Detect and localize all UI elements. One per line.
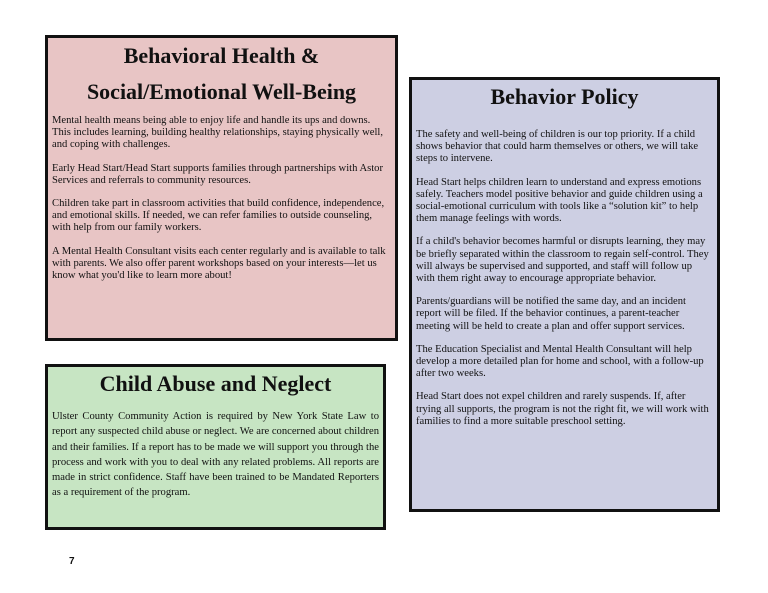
behavioral-health-title	[52, 38, 391, 105]
behavioral-health-box	[45, 35, 398, 341]
behavioral-health-paragraph: Early Head Start/Head Start supports families through partnerships with Astor Services and referrals to community resources.	[52, 162, 383, 186]
behavioral-health-paragraph: Children take part in classroom activities that build confidence, independence, and emotional skills. If needed, we can refer families to outside counseling, with help from our family workers.	[52, 198, 385, 234]
behavior-policy-paragraph: The safety and well-being of children is our top priority. If a child shows behavior that could harm themselves or others, we will take steps to intervene.	[416, 129, 699, 165]
behavior-policy-title: Behavior Policy	[490, 84, 639, 109]
behavioral-health-body	[52, 115, 391, 282]
behavioral-health-paragraph: A Mental Health Consultant visits each center regularly and is available to talk with parents. We also offer parent workshops based on your interests—let us know what you'd like to learn more about!	[52, 245, 386, 282]
behavior-policy-paragraph: Parents/guardians will be notified the same day, and an incident report will be filed. If the behavior continues, a parent-teacher meeting will be held to create a plan and offer support services.	[416, 296, 686, 332]
behavioral-health-title-line1: Behavioral Health &	[123, 43, 320, 68]
behavior-policy-paragraph: The Education Specialist and Mental Health Consultant will help develop a more detailed plan for home and school, with a follow-up after two weeks.	[416, 343, 704, 380]
behavioral-health-paragraph: Mental health means being able to enjoy life and handle its ups and downs. This includes learning, building healthy relationships, staying physically well, and coping with challenges.	[52, 115, 383, 151]
child-abuse-title: Child Abuse and Neglect	[99, 371, 332, 396]
page-number: 7	[69, 556, 75, 567]
behavior-policy-paragraph: Head Start helps children learn to understand and express emotions safely. Teachers model positive behavior and guide children using a social-emotional curriculum with tools like a “solution kit” to help them manage feelings with words.	[416, 176, 703, 225]
behavior-policy-paragraph: Head Start does not expel children and rarely suspends. If, after trying all supports, the program is not the right fit, we will work with families to find a more suitable preschool setting.	[416, 391, 709, 427]
behavior-policy-box	[409, 77, 720, 512]
child-abuse-paragraph: Ulster County Community Action is required by New York State Law to report any suspected child abuse or neglect. We are concerned about children and their families. If a report has to be made we will support you through the process and work with you to deal with any related problems. All reports are made in strict confidence. Staff have been trained to be Mandated Reporters as a requirement of the program.	[52, 411, 379, 499]
child-abuse-body	[52, 409, 379, 501]
child-abuse-box	[45, 364, 386, 530]
behavioral-health-title-line2: Social/Emotional Well-Being	[86, 79, 357, 104]
behavior-policy-paragraph: If a child's behavior becomes harmful or disrupts learning, they may be briefly separated within the classroom to regain self-control. They will always be supervised and supported, and staff will follow up with them right away to encourage appropriate behavior.	[416, 236, 709, 285]
behavior-policy-body	[416, 129, 713, 428]
